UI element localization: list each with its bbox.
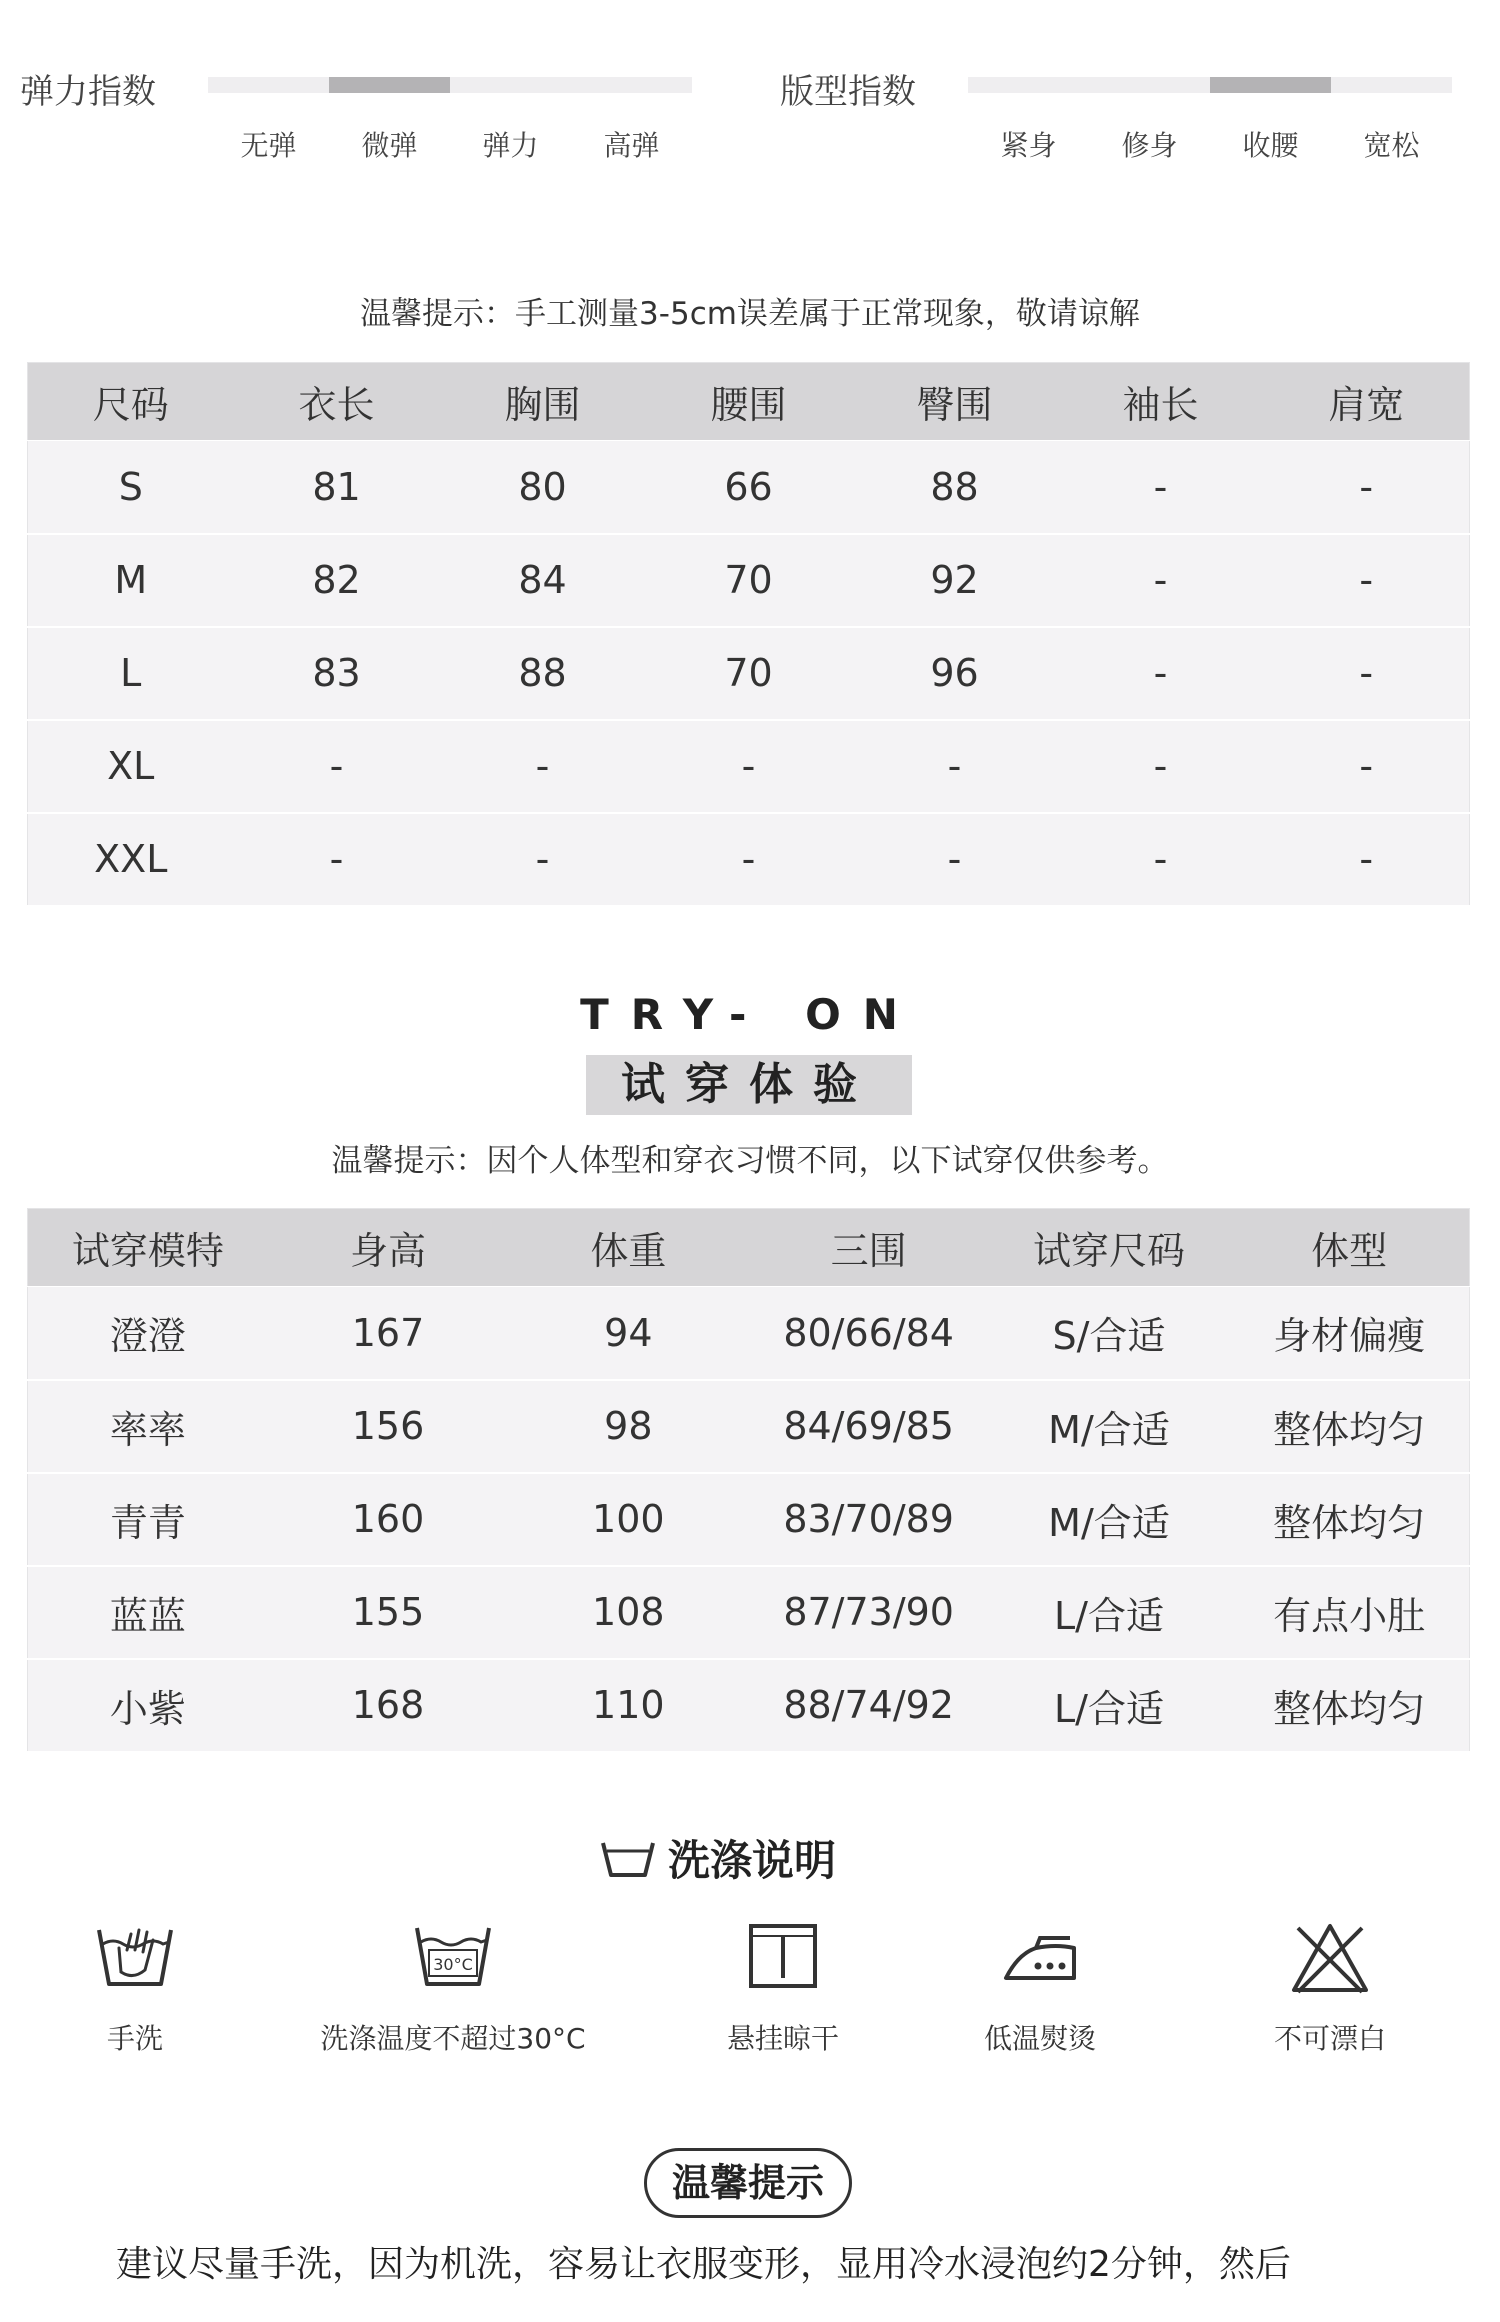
measurements-cell: 80/66/84 [748, 1287, 988, 1380]
measurements-cell: 83/70/89 [748, 1473, 988, 1566]
bust-cell: - [440, 813, 646, 906]
fit-index-title: 版型指数 [780, 72, 916, 112]
length-cell: 82 [234, 534, 440, 627]
care-item-low-temp-iron [880, 1920, 1200, 2057]
hip-cell: - [852, 720, 1058, 813]
measurements-cell: 87/73/90 [748, 1566, 988, 1659]
fit-index-indicator [1210, 77, 1331, 93]
table-row [28, 441, 1470, 534]
body-type-cell: 有点小肚 [1229, 1566, 1469, 1659]
length-cell: - [234, 813, 440, 906]
model-cell: 率率 [28, 1380, 268, 1473]
height-cell: 168 [268, 1659, 508, 1752]
header-cell: 肩宽 [1264, 363, 1470, 441]
table-row [28, 627, 1470, 720]
size-cell: M [28, 534, 234, 627]
hand-wash-icon [93, 1920, 177, 1995]
tried-size-cell: L/合适 [989, 1659, 1229, 1752]
elasticity-option: 无弹 [240, 129, 297, 162]
body-type-cell: 整体均匀 [1229, 1659, 1469, 1752]
size-cell: XXL [28, 813, 234, 906]
hip-cell: 92 [852, 534, 1058, 627]
shoulder-cell: - [1264, 534, 1470, 627]
waist-cell: - [646, 813, 852, 906]
header-cell: 臀围 [852, 363, 1058, 441]
svg-text:30°C: 30°C [433, 1955, 473, 1974]
weight-cell: 110 [508, 1659, 748, 1752]
size-measurement-tip: 温馨提示：手工测量3-5cm误差属于正常现象，敬请谅解 [360, 296, 1140, 332]
table-row [28, 1659, 1470, 1752]
body-type-cell: 身材偏瘦 [1229, 1287, 1469, 1380]
care-item-no-bleach [1170, 1920, 1490, 2057]
care-item-hand-wash [0, 1920, 295, 2057]
elasticity-option: 弹力 [482, 129, 539, 162]
sleeve-cell: - [1058, 441, 1264, 534]
low-temp-iron-icon [1000, 1920, 1080, 1995]
hip-cell: 96 [852, 627, 1058, 720]
header-cell: 试穿尺码 [989, 1209, 1229, 1287]
waist-cell: 70 [646, 627, 852, 720]
weight-cell: 108 [508, 1566, 748, 1659]
tried-size-cell: S/合适 [989, 1287, 1229, 1380]
fit-option: 收腰 [1242, 129, 1299, 162]
hip-cell: - [852, 813, 1058, 906]
body-type-cell: 整体均匀 [1229, 1380, 1469, 1473]
elasticity-index [20, 58, 700, 178]
model-cell: 蓝蓝 [28, 1566, 268, 1659]
header-cell: 衣长 [234, 363, 440, 441]
table-row [28, 1566, 1470, 1659]
size-cell: XL [28, 720, 234, 813]
elasticity-index-indicator [329, 77, 450, 93]
header-cell: 试穿模特 [28, 1209, 268, 1287]
header-cell: 袖长 [1058, 363, 1264, 441]
size-table [27, 362, 1470, 907]
wash-30c-icon [411, 1920, 495, 1995]
header-cell: 三围 [748, 1209, 988, 1287]
fit-index-track [968, 77, 1452, 93]
header-cell: 身高 [268, 1209, 508, 1287]
tryon-tip: 温馨提示：因个人体型和穿衣习惯不同，以下试穿仅供参考。 [331, 1143, 1169, 1179]
fit-index [780, 58, 1480, 178]
bust-cell: 84 [440, 534, 646, 627]
waist-cell: 70 [646, 534, 852, 627]
table-row [28, 534, 1470, 627]
wash-instructions-title: 洗涤说明 [668, 1836, 837, 1885]
length-cell: 81 [234, 441, 440, 534]
wash-basin-icon [600, 1835, 656, 1881]
size-cell: S [28, 441, 234, 534]
tryon-table-header [28, 1209, 1470, 1287]
weight-cell: 98 [508, 1380, 748, 1473]
waist-cell: 66 [646, 441, 852, 534]
tryon-title-en: TRY- ON [580, 990, 920, 1039]
model-cell: 小紫 [28, 1659, 268, 1752]
care-label: 低温熨烫 [983, 2022, 1096, 2055]
hang-dry-icon [743, 1920, 823, 1995]
tried-size-cell: M/合适 [989, 1473, 1229, 1566]
care-label: 手洗 [106, 2022, 163, 2055]
warm-tip-badge: 温馨提示 [644, 2148, 852, 2218]
header-cell: 腰围 [646, 363, 852, 441]
measurements-cell: 88/74/92 [748, 1659, 988, 1752]
length-cell: - [234, 720, 440, 813]
header-cell: 胸围 [440, 363, 646, 441]
sleeve-cell: - [1058, 534, 1264, 627]
fit-option: 修身 [1121, 129, 1178, 162]
length-cell: 83 [234, 627, 440, 720]
elasticity-option: 微弹 [361, 129, 418, 162]
care-label: 不可漂白 [1273, 2022, 1386, 2055]
body-type-cell: 整体均匀 [1229, 1473, 1469, 1566]
height-cell: 167 [268, 1287, 508, 1380]
size-table-header [28, 363, 1470, 441]
care-item-wash-temperature [293, 1920, 613, 2057]
wash-instructions-header [600, 1828, 836, 1888]
measurements-cell: 84/69/85 [748, 1380, 988, 1473]
height-cell: 156 [268, 1380, 508, 1473]
washing-advice-text: 建议尽量手洗，因为机洗，容易让衣服变形，显用冷水浸泡约2分钟，然后 [116, 2244, 1291, 2285]
care-label: 洗涤温度不超过30°C [320, 2022, 586, 2055]
fit-option: 紧身 [1000, 129, 1057, 162]
tryon-table [27, 1208, 1470, 1753]
shoulder-cell: - [1264, 627, 1470, 720]
sleeve-cell: - [1058, 813, 1264, 906]
tryon-title-cn: 试穿体验 [621, 1059, 877, 1110]
height-cell: 160 [268, 1473, 508, 1566]
table-row [28, 1473, 1470, 1566]
no-bleach-icon [1288, 1920, 1372, 1995]
header-cell: 尺码 [28, 363, 234, 441]
bust-cell: 80 [440, 441, 646, 534]
height-cell: 155 [268, 1566, 508, 1659]
tried-size-cell: L/合适 [989, 1566, 1229, 1659]
weight-cell: 100 [508, 1473, 748, 1566]
tried-size-cell: M/合适 [989, 1380, 1229, 1473]
fit-option: 宽松 [1363, 129, 1420, 162]
elasticity-index-title: 弹力指数 [20, 72, 156, 112]
hip-cell: 88 [852, 441, 1058, 534]
sleeve-cell: - [1058, 720, 1264, 813]
table-row [28, 813, 1470, 906]
model-cell: 澄澄 [28, 1287, 268, 1380]
header-cell: 体重 [508, 1209, 748, 1287]
bust-cell: 88 [440, 627, 646, 720]
size-cell: L [28, 627, 234, 720]
elasticity-option: 高弹 [603, 129, 660, 162]
table-row [28, 1380, 1470, 1473]
elasticity-index-track [208, 77, 692, 93]
table-row [28, 720, 1470, 813]
model-cell: 青青 [28, 1473, 268, 1566]
bust-cell: - [440, 720, 646, 813]
shoulder-cell: - [1264, 813, 1470, 906]
sleeve-cell: - [1058, 627, 1264, 720]
waist-cell: - [646, 720, 852, 813]
care-label: 悬挂晾干 [726, 2022, 839, 2055]
header-cell: 体型 [1229, 1209, 1469, 1287]
weight-cell: 94 [508, 1287, 748, 1380]
table-row [28, 1287, 1470, 1380]
shoulder-cell: - [1264, 441, 1470, 534]
shoulder-cell: - [1264, 720, 1470, 813]
